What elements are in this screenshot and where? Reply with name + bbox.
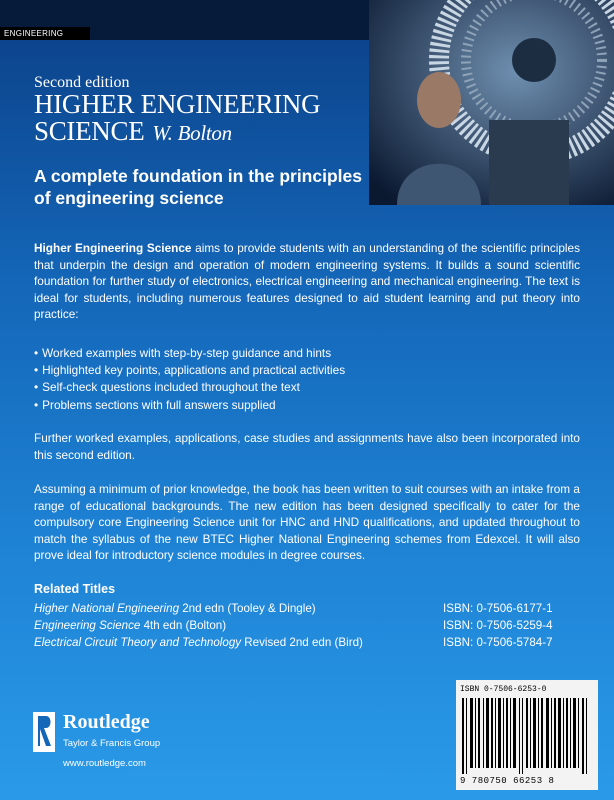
publisher-website: www.routledge.com bbox=[63, 758, 146, 769]
related-title-row bbox=[34, 617, 580, 634]
tagline: A complete foundation in the principles of engineering science bbox=[34, 166, 362, 208]
description-paragraph-2: Further worked examples, applications, case studies and assignments have also been incorporated into this second edition. bbox=[34, 431, 580, 462]
related-title-isbn: ISBN: 0-7506-6177-1 bbox=[443, 602, 553, 615]
description-paragraph-1 bbox=[34, 240, 580, 323]
barcode-isbn: ISBN 0-7506-6253-0 bbox=[460, 685, 547, 694]
related-title-isbn: ISBN: 0-7506-5259-4 bbox=[443, 619, 553, 632]
feature-item: • Self-check questions included throughout the text bbox=[34, 379, 345, 396]
routledge-logo-icon bbox=[33, 712, 55, 752]
cover-photo bbox=[369, 0, 614, 205]
author-name: W. Bolton bbox=[152, 121, 232, 145]
barcode-digits: 9 780750 66253 8 bbox=[460, 776, 555, 786]
category-tag: ENGINEERING bbox=[0, 27, 90, 40]
edition-label: Second edition bbox=[34, 74, 130, 91]
feature-item: • Highlighted key points, applications and practical activities bbox=[34, 362, 345, 379]
feature-item: • Worked examples with step-by-step guidance and hints bbox=[34, 345, 345, 362]
related-title-details: 4th edn (Bolton) bbox=[140, 619, 227, 632]
related-title: Higher National Engineering bbox=[34, 602, 180, 615]
book-title-line1: HIGHER ENGINEERING bbox=[34, 89, 321, 119]
feature-item: • Problems sections with full answers supplied bbox=[34, 397, 345, 414]
description-title: Higher Engineering Science bbox=[34, 241, 192, 255]
book-title-line2-text: SCIENCE bbox=[34, 116, 145, 146]
barcode-label bbox=[456, 680, 598, 790]
related-title-details: 2nd edn (Tooley & Dingle) bbox=[179, 602, 316, 615]
feature-list bbox=[34, 345, 345, 414]
publisher-group: Taylor & Francis Group bbox=[63, 738, 161, 749]
related-title-row bbox=[34, 634, 580, 651]
description-paragraph-3: Assuming a minimum of prior knowledge, the book has been written to suit courses with an intake from a range of educational backgrounds. The new edition has been designed specifically to cater for the compulsory core Engineering Science unit for HNC and HND qualifications, and updated throughout to match the syllabus of the new BTEC Higher National Engineering schemes from Edexcel. It will also prove ideal for introductory science modules in degree courses. bbox=[34, 482, 580, 563]
related-title-isbn: ISBN: 0-7506-5784-7 bbox=[443, 636, 553, 649]
barcode-icon bbox=[462, 698, 592, 774]
related-title-row bbox=[34, 600, 580, 617]
related-title-details: Revised 2nd edn (Bird) bbox=[241, 636, 363, 649]
publisher-name: Routledge bbox=[63, 711, 150, 733]
related-title: Engineering Science bbox=[34, 619, 141, 632]
description-text: aims to provide students with an understanding of the scientific principles that underpin the design and operation of modern engineering systems. It builds a sound scientific foundation for further study of electronics, electrical engineering and mechanical engineering. The text is ideal for students, including numerous features designed to aid student learning and put theory into practice: bbox=[34, 241, 581, 322]
related-titles-list bbox=[34, 600, 580, 651]
related-title: Electrical Circuit Theory and Technology bbox=[34, 636, 242, 649]
book-title-line2 bbox=[34, 116, 232, 147]
related-titles-heading: Related Titles bbox=[34, 582, 116, 596]
